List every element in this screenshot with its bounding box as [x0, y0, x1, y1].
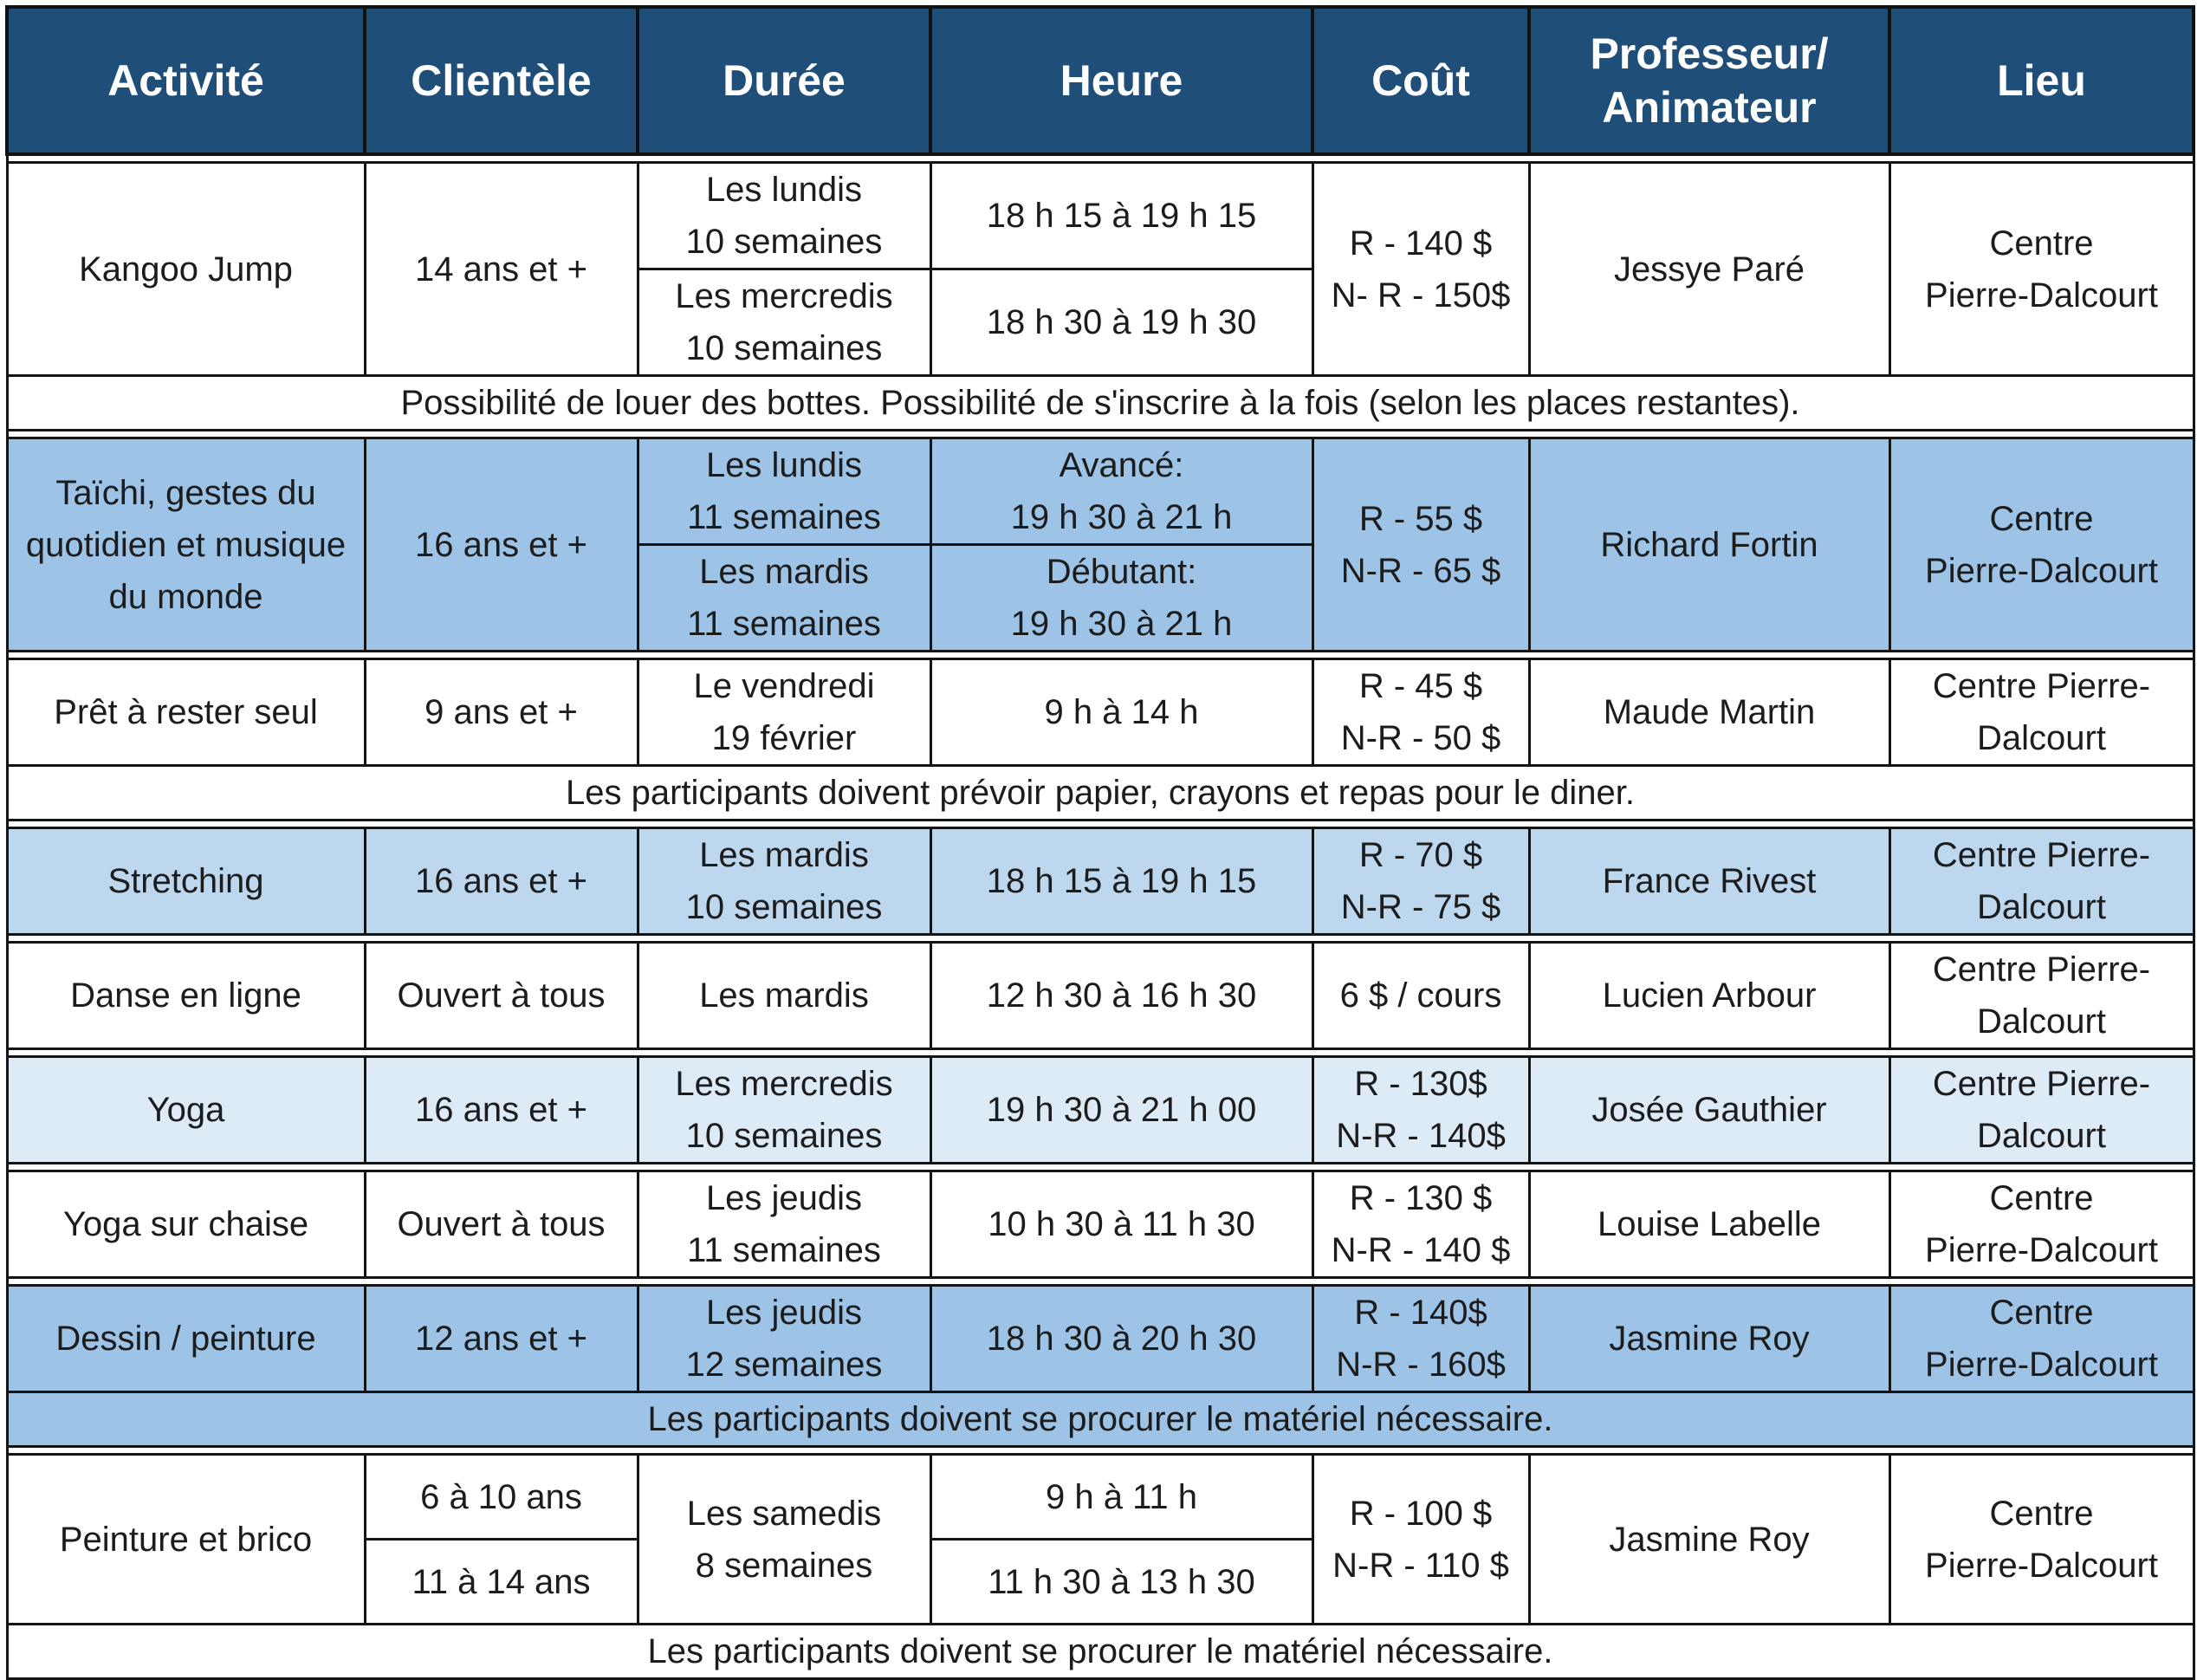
- cell-text-line: R - 100 $: [1349, 1494, 1493, 1533]
- table-row: [7, 828, 2194, 935]
- cell-text-line: Les samedis: [686, 1494, 882, 1533]
- note-row: [7, 1625, 2194, 1679]
- duration-cell: [638, 1286, 930, 1392]
- cell-text-line: 11 semaines: [687, 498, 881, 536]
- header-clientele: Clientèle: [365, 7, 638, 154]
- cell-text-line: N-R - 75 $: [1340, 888, 1501, 926]
- table-row: [7, 1455, 2194, 1540]
- clientele-cell: 16 ans et +: [365, 1057, 638, 1164]
- cell-text-line: quotidien et musique: [25, 525, 347, 564]
- cell-text-line: R - 55 $: [1358, 499, 1483, 538]
- cell-text-line: R - 140$: [1354, 1294, 1487, 1332]
- place-cell: [1889, 828, 2194, 935]
- table-row: [7, 1171, 2194, 1278]
- cell-text-line: Dalcourt: [1977, 1002, 2106, 1041]
- time-cell: 10 h 30 à 11 h 30: [930, 1171, 1312, 1278]
- teacher-cell: Jasmine Roy: [1529, 1286, 1889, 1392]
- activity-cell: Kangoo Jump: [7, 163, 365, 376]
- duration-cell: [638, 269, 930, 376]
- time-cell: 9 h à 14 h: [930, 659, 1312, 766]
- cell-text-line: Dalcourt: [1977, 1117, 2106, 1155]
- activity-cell: Dessin / peinture: [7, 1286, 365, 1392]
- note-cell: Les participants doivent se procurer le matériel nécessaire.: [7, 1392, 2194, 1447]
- time-cell: 18 h 15 à 19 h 15: [930, 163, 1312, 269]
- cell-text-line: Les jeudis: [705, 1179, 863, 1217]
- clientele-cell: 16 ans et +: [365, 828, 638, 935]
- cell-text-line: Centre Pierre-: [1932, 950, 2151, 989]
- duration-cell: [638, 659, 930, 766]
- duration-cell: [638, 828, 930, 935]
- cell-text-line: Centre Pierre-: [1932, 667, 2151, 705]
- header-professeur-line2: Animateur: [1602, 83, 1817, 132]
- cell-text-line: 10 semaines: [685, 1117, 883, 1155]
- cost-cell: [1312, 659, 1529, 766]
- header-row: [7, 7, 2194, 154]
- note-cell: Les participants doivent prévoir papier, crayons et repas pour le diner.: [7, 766, 2194, 821]
- cost-cell: [1312, 163, 1529, 376]
- cell-text-line: Pierre-Dalcourt: [1925, 1231, 2158, 1269]
- cost-cell: [1312, 828, 1529, 935]
- duration-cell: [638, 1455, 930, 1625]
- note-cell: Les participants doivent se procurer le matériel nécessaire.: [7, 1625, 2194, 1679]
- cell-text-line: Avancé:: [1059, 446, 1184, 484]
- clientele-cell: Ouvert à tous: [365, 1171, 638, 1278]
- header-lieu: Lieu: [1889, 7, 2194, 154]
- duration-cell: [638, 545, 930, 652]
- table-row: [7, 163, 2194, 269]
- cell-text-line: Le vendredi: [693, 667, 875, 705]
- place-cell: [1889, 659, 2194, 766]
- activity-cell: Peinture et brico: [7, 1455, 365, 1625]
- table-row: [7, 659, 2194, 766]
- header-professeur-line1: Professeur/: [1590, 29, 1829, 78]
- cell-text-line: Les mardis: [699, 553, 869, 591]
- cost-cell: [1312, 1286, 1529, 1392]
- cell-text-line: N-R - 140$: [1336, 1117, 1506, 1155]
- note-row: [7, 376, 2194, 431]
- header-cout: Coût: [1312, 7, 1529, 154]
- clientele-cell: 9 ans et +: [365, 659, 638, 766]
- time-cell: [930, 438, 1312, 545]
- place-cell: [1889, 1171, 2194, 1278]
- cell-text-line: Centre Pierre-: [1932, 836, 2151, 874]
- place-cell: [1889, 163, 2194, 376]
- cell-text-line: R - 130 $: [1349, 1179, 1493, 1217]
- place-cell: [1889, 438, 2194, 652]
- time-cell: [930, 545, 1312, 652]
- cost-cell: [1312, 1171, 1529, 1278]
- cell-text-line: Débutant:: [1046, 553, 1197, 591]
- time-cell: 18 h 30 à 20 h 30: [930, 1286, 1312, 1392]
- cost-cell: [1312, 438, 1529, 652]
- cell-text-line: Les lundis: [705, 446, 863, 484]
- activity-cell: Danse en ligne: [7, 943, 365, 1049]
- cell-text-line: 8 semaines: [695, 1546, 873, 1585]
- teacher-cell: Richard Fortin: [1529, 438, 1889, 652]
- cell-text-line: 19 h 30 à 21 h: [1010, 498, 1233, 536]
- header-heure: Heure: [930, 7, 1312, 154]
- teacher-cell: France Rivest: [1529, 828, 1889, 935]
- activity-cell: Yoga sur chaise: [7, 1171, 365, 1278]
- cell-text-line: Pierre-Dalcourt: [1925, 276, 2158, 315]
- cell-text-line: 12 semaines: [685, 1346, 883, 1384]
- clientele-cell: 16 ans et +: [365, 438, 638, 652]
- cell-text-line: Les mercredis: [675, 1065, 893, 1103]
- time-cell: 19 h 30 à 21 h 00: [930, 1057, 1312, 1164]
- cell-text-line: Les lundis: [705, 171, 863, 209]
- clientele-cell: 12 ans et +: [365, 1286, 638, 1392]
- header-duree: Durée: [638, 7, 930, 154]
- cell-text-line: Centre Pierre-: [1932, 1065, 2151, 1103]
- cost-cell: 6 $ / cours: [1312, 943, 1529, 1049]
- place-cell: [1889, 1455, 2194, 1625]
- header-professeur: [1529, 7, 1889, 154]
- table-row: [7, 943, 2194, 1049]
- place-cell: [1889, 1286, 2194, 1392]
- cell-text-line: Les mercredis: [675, 277, 893, 315]
- cell-text-line: 11 semaines: [687, 605, 881, 643]
- cell-text-line: du monde: [108, 577, 263, 616]
- time-cell: 11 h 30 à 13 h 30: [930, 1540, 1312, 1625]
- cost-cell: [1312, 1455, 1529, 1625]
- place-cell: [1889, 1057, 2194, 1164]
- time-cell: 9 h à 11 h: [930, 1455, 1312, 1540]
- note-row: [7, 766, 2194, 821]
- time-cell: 18 h 15 à 19 h 15: [930, 828, 1312, 935]
- cell-text-line: R - 140 $: [1349, 224, 1493, 263]
- cell-text-line: 19 h 30 à 21 h: [1010, 605, 1233, 643]
- cell-text-line: Les mardis: [699, 836, 869, 874]
- time-cell: 18 h 30 à 19 h 30: [930, 269, 1312, 376]
- cell-text-line: Pierre-Dalcourt: [1925, 551, 2158, 590]
- cell-text-line: N-R - 50 $: [1340, 719, 1501, 757]
- place-cell: [1889, 943, 2194, 1049]
- activity-cell: Stretching: [7, 828, 365, 935]
- duration-cell: [638, 438, 930, 545]
- activity-cell: Yoga: [7, 1057, 365, 1164]
- cell-text-line: Centre: [1989, 1294, 2094, 1332]
- teacher-cell: Maude Martin: [1529, 659, 1889, 766]
- cell-text-line: Centre: [1989, 499, 2094, 538]
- cell-text-line: N-R - 110 $: [1332, 1546, 1509, 1585]
- header-activite: Activité: [7, 7, 365, 154]
- cell-text-line: Taïchi, gestes du: [55, 473, 316, 512]
- cell-text-line: N- R - 150$: [1331, 276, 1511, 315]
- cell-text-line: 10 semaines: [685, 329, 883, 367]
- activity-cell: [7, 438, 365, 652]
- note-row: [7, 1392, 2194, 1447]
- cell-text-line: Centre: [1989, 1494, 2094, 1533]
- table-row: [7, 1057, 2194, 1164]
- cell-text-line: Les jeudis: [705, 1294, 863, 1332]
- note-cell: Possibilité de louer des bottes. Possibilité de s'inscrire à la fois (selon les places restantes).: [7, 376, 2194, 431]
- teacher-cell: Lucien Arbour: [1529, 943, 1889, 1049]
- cell-text-line: Dalcourt: [1977, 719, 2106, 757]
- cell-text-line: 19 février: [711, 719, 857, 757]
- table-row: [7, 438, 2194, 545]
- cost-cell: [1312, 1057, 1529, 1164]
- cell-text-line: Centre: [1989, 224, 2094, 263]
- teacher-cell: Jasmine Roy: [1529, 1455, 1889, 1625]
- table-row: [7, 1286, 2194, 1392]
- teacher-cell: Louise Labelle: [1529, 1171, 1889, 1278]
- duration-cell: [638, 163, 930, 269]
- clientele-cell: 6 à 10 ans: [365, 1455, 638, 1540]
- clientele-cell: 14 ans et +: [365, 163, 638, 376]
- cell-text-line: N-R - 65 $: [1340, 551, 1501, 590]
- time-cell: 12 h 30 à 16 h 30: [930, 943, 1312, 1049]
- cell-text-line: 10 semaines: [685, 223, 883, 261]
- teacher-cell: Josée Gauthier: [1529, 1057, 1889, 1164]
- cell-text-line: 11 semaines: [687, 1231, 881, 1269]
- cell-text-line: Pierre-Dalcourt: [1925, 1346, 2158, 1384]
- cell-text-line: 10 semaines: [685, 888, 883, 926]
- cell-text-line: R - 70 $: [1358, 836, 1483, 874]
- activity-cell: Prêt à rester seul: [7, 659, 365, 766]
- cell-text-line: Pierre-Dalcourt: [1925, 1546, 2158, 1585]
- cell-text-line: N-R - 140 $: [1331, 1231, 1511, 1269]
- clientele-cell: Ouvert à tous: [365, 943, 638, 1049]
- cell-text-line: Centre: [1989, 1179, 2094, 1217]
- cell-text-line: R - 130$: [1354, 1065, 1487, 1103]
- activity-schedule-table: [5, 5, 2195, 1680]
- duration-cell: [638, 1057, 930, 1164]
- duration-cell: Les mardis: [638, 943, 930, 1049]
- cell-text-line: Dalcourt: [1977, 888, 2106, 926]
- clientele-cell: 11 à 14 ans: [365, 1540, 638, 1625]
- cell-text-line: N-R - 160$: [1336, 1346, 1506, 1384]
- cell-text-line: R - 45 $: [1358, 667, 1483, 705]
- teacher-cell: Jessye Paré: [1529, 163, 1889, 376]
- duration-cell: [638, 1171, 930, 1278]
